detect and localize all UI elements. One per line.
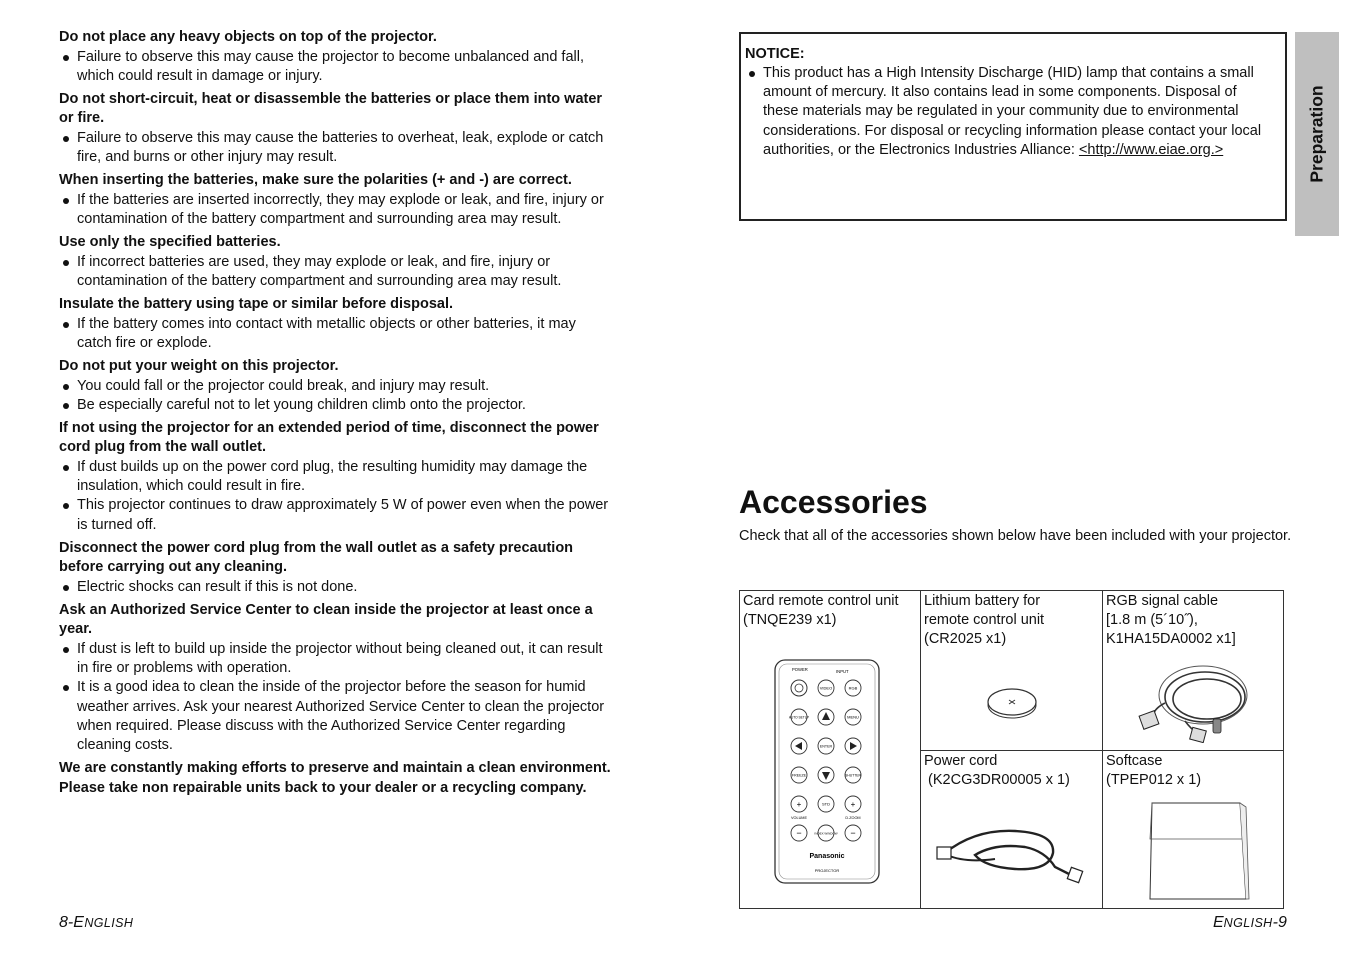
shutter-label: SHUTTER bbox=[844, 773, 862, 778]
power-cord-part: (K2CG3DR00005 x 1) bbox=[924, 772, 1070, 789]
bullet-item: Failure to observe this may cause the projector to become unbalanced and fall, which could result in damage or injury. bbox=[59, 48, 614, 86]
input-label: INPUT bbox=[836, 669, 849, 674]
rgb-label: RGB bbox=[848, 685, 858, 691]
power-cord-cell bbox=[921, 751, 1102, 791]
bullet-item: Failure to observe this may cause the batteries to overheat, leak, explode or catch fire, and burns or other injury may result. bbox=[59, 129, 614, 167]
power-button[interactable] bbox=[791, 680, 807, 696]
rgb-cable-name: RGB signal cable bbox=[1106, 593, 1219, 609]
softcase-cell bbox=[1103, 751, 1284, 791]
index-label: INDEX WINDOW bbox=[814, 831, 838, 836]
remote-part: (TNQE239 x1) bbox=[743, 612, 837, 629]
auto-setup-label: AUTO SETUP bbox=[788, 715, 810, 720]
bullet-item: If dust builds up on the power cord plug, the resulting humidity may damage the insulation, which could result in fire. bbox=[59, 458, 614, 496]
notice-box bbox=[739, 32, 1287, 221]
section-heading: Ask an Authorized Service Center to clean inside the projector at least once a year. bbox=[59, 601, 593, 638]
dzoom-label: D.ZOOM bbox=[845, 816, 861, 820]
battery-part: (CR2025 x1) bbox=[924, 631, 1007, 648]
battery-desc: remote control unit bbox=[924, 612, 1045, 629]
section bbox=[59, 233, 614, 291]
page-title: Accessories bbox=[739, 484, 928, 520]
rgb-cable-cell bbox=[1103, 591, 1284, 651]
rgb-cable-part: K1HA15DA0002 x1] bbox=[1106, 631, 1236, 648]
section-tab bbox=[1295, 32, 1339, 236]
rgb-cable-length: [1.8 m (5´10˝), bbox=[1106, 612, 1198, 629]
bullet-item: If incorrect batteries are used, they may explode or leak, and fire, injury or contamination of the battery compartment and surrounding area may result. bbox=[59, 253, 614, 291]
bullet-item: Electric shocks can result if this is not done. bbox=[59, 578, 614, 597]
ferrite-icon bbox=[1213, 719, 1221, 733]
section bbox=[59, 295, 614, 353]
bullet-item: You could fall or the projector could break, and injury may result. bbox=[59, 377, 614, 396]
connector-icon bbox=[1139, 711, 1159, 730]
notice-text bbox=[745, 64, 1285, 160]
remote-name: Card remote control unit bbox=[743, 593, 899, 609]
page-number: -9 bbox=[1272, 914, 1287, 931]
eia-link[interactable]: <http://www.eiae.org.> bbox=[1078, 141, 1224, 158]
softcase-image bbox=[1148, 799, 1250, 904]
section-heading: Use only the specified batteries. bbox=[59, 234, 281, 251]
notice-body: This product has a High Intensity Discharge (HID) lamp that contains a small amount of mercury. It also contains lead in some components. Disposal of these materials may be regulated in your community due to environmental considerations. For disposal or recycling information please contact your local authorities, or the Electronics Industries Alliance: bbox=[763, 65, 1262, 158]
section bbox=[59, 759, 614, 798]
softcase-name: Softcase bbox=[1106, 753, 1163, 769]
plug-icon bbox=[1067, 867, 1082, 882]
minus-icon: − bbox=[796, 828, 802, 838]
power-label: POWER bbox=[792, 667, 808, 672]
left-page-number bbox=[59, 914, 133, 932]
section-heading: If not using the projector for an extended period of time, disconnect the power cord plug from the wall outlet. bbox=[59, 419, 599, 456]
section bbox=[59, 419, 614, 535]
section bbox=[59, 601, 614, 755]
bullet-item: This projector continues to draw approximately 5 W of power even when the power is turned off. bbox=[59, 496, 614, 534]
section-heading: Do not put your weight on this projector. bbox=[59, 358, 339, 375]
softcase-part: (TPEP012 x 1) bbox=[1106, 772, 1202, 789]
right-page-number bbox=[1213, 914, 1287, 932]
footer-word-initial: E bbox=[1213, 914, 1224, 931]
plug-icon bbox=[937, 847, 951, 859]
left-page-content bbox=[59, 28, 614, 798]
footer-word: NGLISH bbox=[1223, 916, 1273, 930]
video-label: VIDEO bbox=[819, 685, 833, 691]
accessories-table bbox=[739, 590, 1284, 909]
rgb-cable-image bbox=[1135, 663, 1253, 743]
std-label: STD bbox=[822, 801, 830, 807]
battery-image bbox=[986, 686, 1038, 720]
closing-statement: We are constantly making efforts to preserve and maintain a clean environment. Please take non repairable units back to your dealer or a recycling company. bbox=[59, 760, 611, 796]
footer-word: NGLISH bbox=[84, 916, 134, 930]
remote-control-image bbox=[774, 659, 880, 884]
footer-word-initial: E bbox=[73, 914, 85, 931]
bullet-item: If the battery comes into contact with metallic objects or other batteries, it may catch fire or explode. bbox=[59, 315, 614, 353]
bullet-item: It is a good idea to clean the inside of the projector before the season for humid weather arrives. Ask your nearest Authorized Service Center to clean the projector when required. Please discuss with the Authorized Service Center regarding cleaning costs. bbox=[59, 678, 614, 755]
section-heading: Insulate the battery using tape or similar before disposal. bbox=[59, 296, 454, 313]
minus-icon: − bbox=[850, 828, 856, 838]
section bbox=[59, 90, 614, 167]
menu-label: MENU bbox=[847, 714, 859, 720]
bullet-item: Be especially careful not to let young children climb onto the projector. bbox=[59, 396, 614, 415]
section-heading: When inserting the batteries, make sure the polarities (+ and -) are correct. bbox=[59, 172, 572, 189]
battery-name: Lithium battery for bbox=[924, 593, 1041, 609]
projector-label: PROJECTOR bbox=[814, 868, 840, 873]
plus-icon: + bbox=[796, 800, 802, 809]
brand-logo: Panasonic bbox=[809, 853, 845, 860]
section-heading: Do not short-circuit, heat or disassemble the batteries or place them into water or fire. bbox=[59, 90, 603, 127]
section bbox=[59, 357, 614, 415]
section-tab-label: Preparation bbox=[1306, 85, 1327, 183]
bullet-item: If dust is left to build up inside the projector without being cleaned out, it can result in fire or problems with operation. bbox=[59, 640, 614, 678]
enter-label: ENTER bbox=[819, 744, 833, 749]
battery-cell bbox=[921, 591, 1102, 651]
notice-title: NOTICE: bbox=[745, 46, 805, 62]
page-number: 8- bbox=[59, 914, 74, 931]
section-heading: Do not place any heavy objects on top of the projector. bbox=[59, 29, 437, 45]
accessories-intro: Check that all of the accessories shown below have been included with your projector. bbox=[739, 528, 1292, 544]
power-cord-name: Power cord bbox=[924, 753, 998, 769]
freeze-label: FREEZE bbox=[791, 773, 807, 778]
volume-label: VOLUME bbox=[790, 816, 808, 820]
section bbox=[59, 28, 614, 86]
connector-icon bbox=[1190, 727, 1207, 742]
section bbox=[59, 171, 614, 229]
section bbox=[59, 539, 614, 597]
bullet-item: If the batteries are inserted incorrectly, they may explode or leak, and fire, injury or contamination of the battery compartment and surrounding area may result. bbox=[59, 191, 614, 229]
section-heading: Disconnect the power cord plug from the wall outlet as a safety precaution before carrying out any cleaning. bbox=[59, 539, 574, 576]
remote-cell bbox=[740, 591, 921, 631]
plus-icon: + bbox=[850, 800, 856, 809]
power-cord-image bbox=[935, 819, 1085, 891]
